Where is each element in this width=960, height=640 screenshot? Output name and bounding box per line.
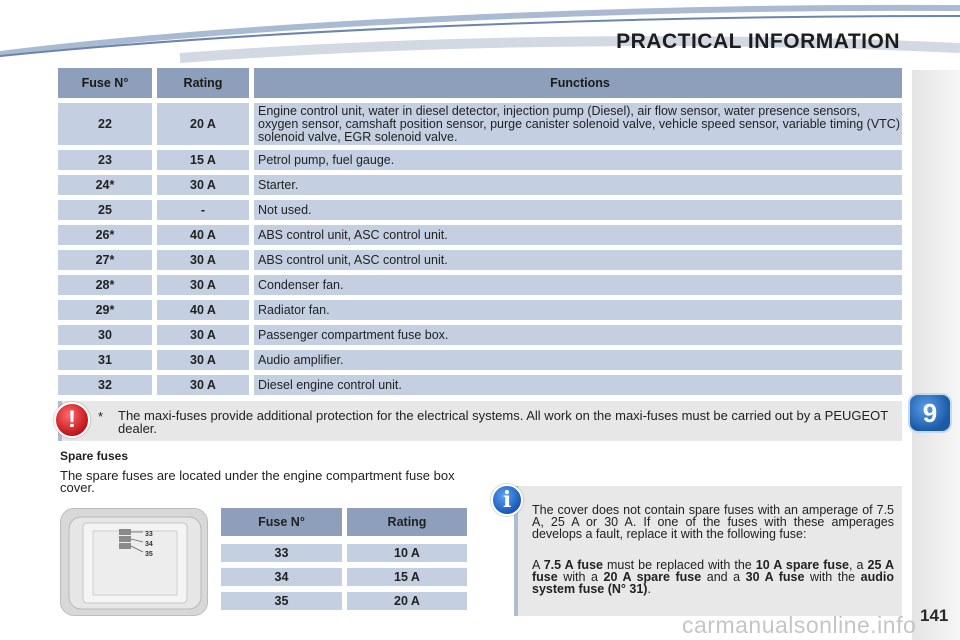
fuse-number: 23 [58, 150, 152, 170]
fuse-number: 32 [58, 375, 152, 395]
fuse-rating: 20 A [157, 103, 249, 145]
fuse-function: Radiator fan. [254, 300, 902, 320]
table-row [221, 544, 467, 562]
diagram-label-33: 33 [145, 531, 153, 538]
info-bold: 30 A fuse [745, 570, 805, 584]
fuse-rating: 30 A [157, 375, 249, 395]
fuse-function: Not used. [254, 200, 902, 220]
fuse-rating: 40 A [157, 300, 249, 320]
fuse-rating: 30 A [157, 175, 249, 195]
fuse-function: Audio amplifier. [254, 350, 902, 370]
fuse-number: 33 [221, 544, 342, 562]
fuse-number: 28* [58, 275, 152, 295]
info-paragraph-1: The cover does not contain spare fuses with an amperage of 7.5 A, 25 A or 30 A. If one of the fuses with these amperages develops a fault, replace it with the following fuse: [532, 503, 894, 541]
fuse-number: 24* [58, 175, 152, 195]
fuse-function: ABS control unit, ASC control unit. [254, 250, 902, 270]
table-row [58, 200, 902, 220]
fuse-function: Starter. [254, 175, 902, 195]
chapter-tab[interactable]: 9 [908, 393, 952, 433]
spare-fuses-heading: Spare fuses [60, 449, 129, 463]
diagram-label-34: 34 [145, 541, 153, 548]
fuse-box-drawing [61, 509, 209, 617]
warning-text: The maxi-fuses provide additional protection for the electrical systems. All work on the maxi-fuses must be carried out by a PEUGEOT dealer. [118, 408, 888, 436]
fuse-function: Passenger compartment fuse box. [254, 325, 902, 345]
fuse-number: 31 [58, 350, 152, 370]
fuse-rating: 15 A [347, 568, 467, 586]
header-fuse-number: Fuse N° [58, 68, 152, 98]
diagram-label-35: 35 [145, 551, 153, 558]
table-row [58, 103, 902, 145]
header-rating: Rating [347, 508, 467, 536]
page-number: 141 [920, 606, 949, 625]
fuse-rating: 30 A [157, 325, 249, 345]
page-title: PRACTICAL INFORMATION [616, 30, 900, 53]
info-icon: i [491, 484, 523, 516]
fuse-rating: 40 A [157, 225, 249, 245]
info-text: must be replaced with the [602, 558, 756, 572]
table-header-row [58, 68, 902, 98]
spare-fuses-text: The spare fuses are located under the engine compartment fuse box cover. [60, 468, 455, 495]
fuse-number: 25 [58, 200, 152, 220]
fuse-function: Engine control unit, water in diesel detector, injection pump (Diesel), air flow sensor, water presence sensors, oxygen sensor, camshaft position sensor, purge canister solenoid valve, vehicle speed sensor, variable timing (VTC) solenoid valve, EGR solenoid valve. [254, 103, 902, 145]
info-bold: audio system fuse (N° 31) [532, 570, 895, 596]
table-row [58, 275, 902, 295]
warning-icon: ! [54, 402, 90, 438]
fuse-function: Diesel engine control unit. [254, 375, 902, 395]
table-row [58, 375, 902, 395]
fuse-number: 27* [58, 250, 152, 270]
header-functions: Functions [254, 68, 902, 98]
table-row [58, 325, 902, 345]
info-text: , a [848, 558, 868, 572]
table-row [58, 300, 902, 320]
info-text: . [647, 582, 651, 596]
info-text: A [532, 558, 544, 572]
header-fuse-number: Fuse N° [221, 508, 342, 536]
info-bold: 7.5 A fuse [543, 558, 603, 572]
fuse-number: 30 [58, 325, 152, 345]
info-paragraph-2 [532, 559, 894, 595]
fuse-rating: 30 A [157, 275, 249, 295]
spare-fuses-table [221, 508, 467, 616]
fuse-number: 29* [58, 300, 152, 320]
fuse-number: 26* [58, 225, 152, 245]
fuse-rating: 30 A [157, 250, 249, 270]
fuse-rating: 30 A [157, 350, 249, 370]
fuse-function: Condenser fan. [254, 275, 902, 295]
table-row [58, 175, 902, 195]
fuse-number: 35 [221, 592, 342, 610]
header-rating: Rating [157, 68, 249, 98]
info-text: with a [557, 570, 604, 584]
fuse-rating: 20 A [347, 592, 467, 610]
table-row [221, 568, 467, 586]
table-row [58, 225, 902, 245]
fuse-rating: 10 A [347, 544, 467, 562]
info-text: with the [804, 570, 861, 584]
fuse-box-illustration [60, 508, 208, 616]
fuse-table [58, 68, 902, 400]
fuse-function: ABS control unit, ASC control unit. [254, 225, 902, 245]
watermark: carmanualsonline.info [682, 612, 917, 638]
fuse-rating: - [157, 200, 249, 220]
fuse-number: 22 [58, 103, 152, 145]
side-strip [912, 70, 960, 640]
fuse-rating: 15 A [157, 150, 249, 170]
info-bold: 25 A fuse [532, 558, 895, 584]
table-row [58, 250, 902, 270]
fuse-number: 34 [221, 568, 342, 586]
info-text: and a [701, 570, 746, 584]
info-bold: 10 A spare fuse [755, 558, 849, 572]
table-header-row [221, 508, 467, 536]
fuse-function: Petrol pump, fuel gauge. [254, 150, 902, 170]
table-row [221, 592, 467, 610]
warning-asterisk: * [98, 409, 104, 424]
table-row [58, 350, 902, 370]
table-row [58, 150, 902, 170]
info-bold: 20 A spare fuse [603, 570, 702, 584]
